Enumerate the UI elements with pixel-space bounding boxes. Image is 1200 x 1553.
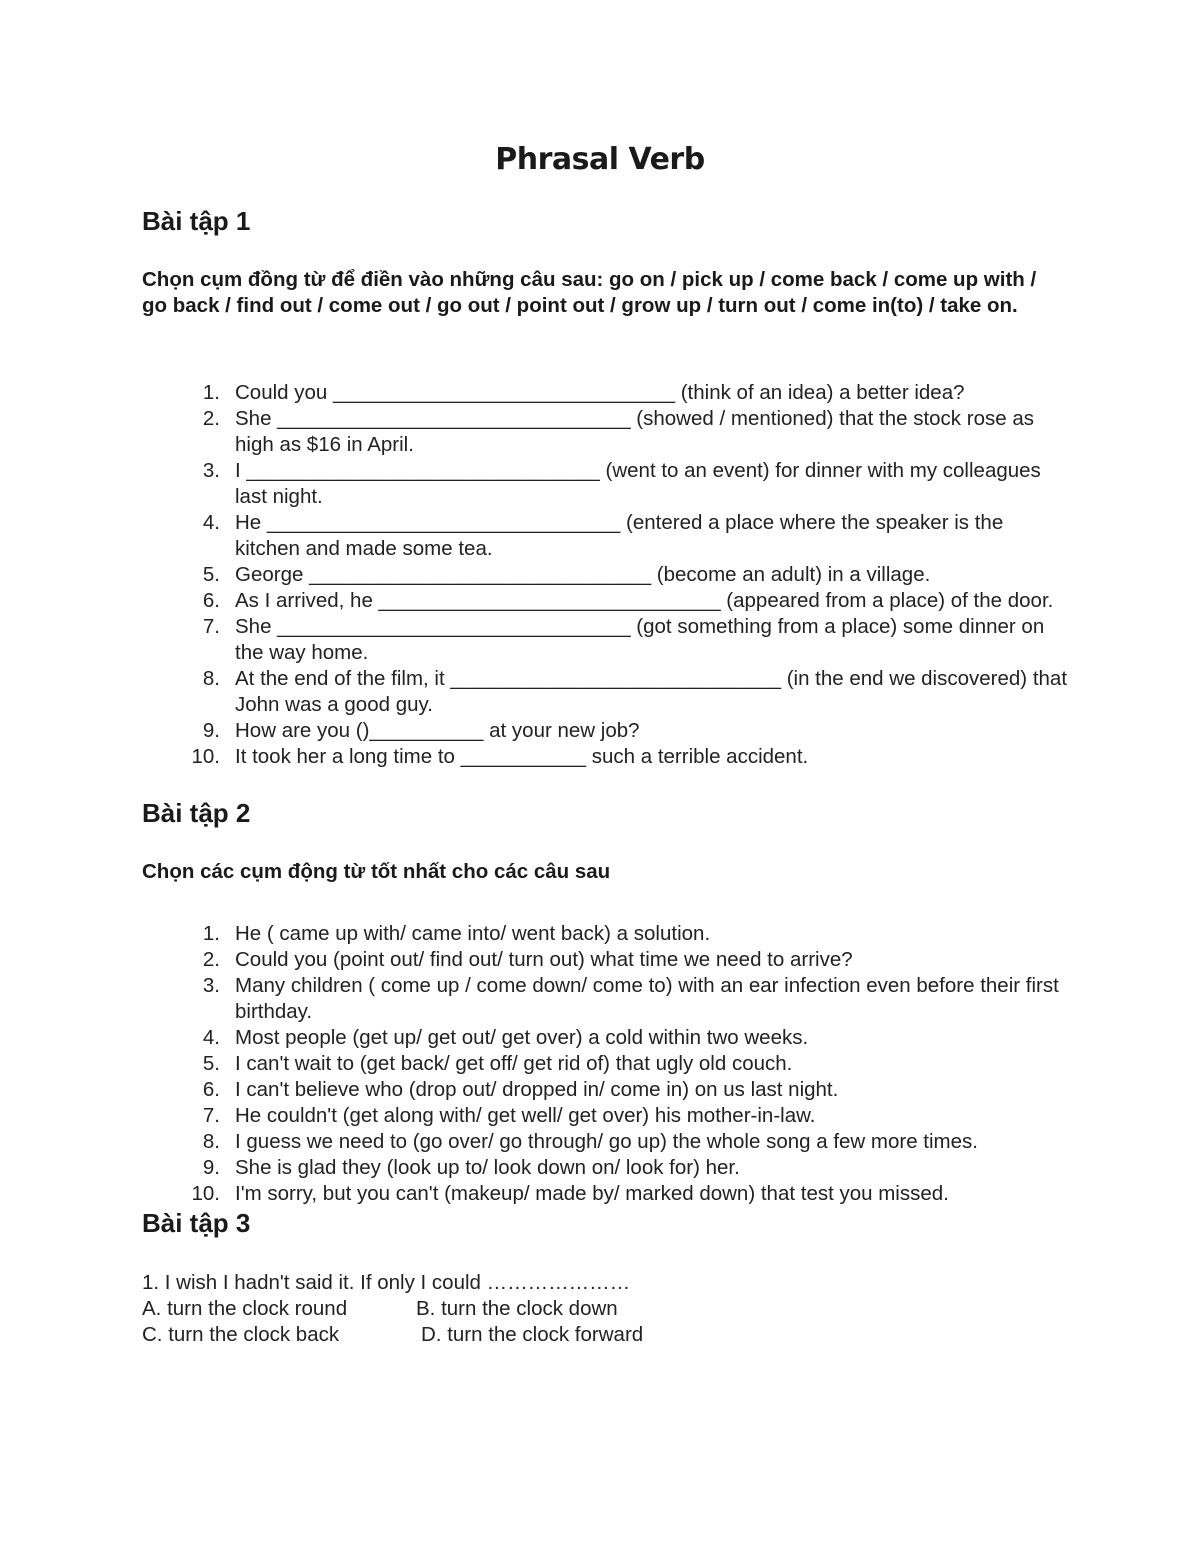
exercise-2-instruction: Chọn các cụm động từ tốt nhất cho các câu sau	[142, 860, 611, 883]
item-number: 4.	[202, 1026, 220, 1049]
list-item	[190, 562, 1070, 588]
option-b: B. turn the clock down	[416, 1297, 618, 1320]
list-item	[190, 458, 1070, 510]
item-number: 10.	[191, 745, 220, 768]
item-number: 2.	[202, 407, 220, 430]
list-item	[190, 666, 1070, 718]
exercise-1-instruction: Chọn cụm đồng từ để điền vào những câu sau: go on / pick up / come back / come up with / go back / find out / come out / go out / point out / grow up / turn out / come in(to) / take on.	[142, 268, 1037, 317]
exercise-1-heading: Bài tập 1	[142, 206, 251, 236]
item-text: She _______________________________ (got something from a place) some dinner on the way home.	[235, 615, 1045, 664]
item-text: I'm sorry, but you can't (makeup/ made by/ marked down) that test you missed.	[235, 1182, 949, 1205]
item-number: 1.	[202, 922, 220, 945]
item-number: 6.	[202, 1078, 220, 1101]
list-item	[190, 1077, 1070, 1103]
exercise-2-heading: Bài tập 2	[142, 798, 251, 828]
item-number: 3.	[202, 459, 220, 482]
item-number: 1.	[202, 381, 220, 404]
item-number: 3.	[202, 974, 220, 997]
item-text: Many children ( come up / come down/ come to) with an ear infection even before their first birthday.	[235, 974, 1059, 1023]
list-item	[190, 744, 1070, 770]
item-text: I can't believe who (drop out/ dropped in/ come in) on us last night.	[235, 1078, 839, 1101]
item-number: 9.	[202, 719, 220, 742]
item-text: How are you ()__________ at your new job?	[235, 719, 640, 742]
item-number: 8.	[202, 667, 220, 690]
item-text: I guess we need to (go over/ go through/ go up) the whole song a few more times.	[235, 1130, 978, 1153]
list-item	[190, 718, 1070, 744]
list-item	[190, 1025, 1070, 1051]
item-text: At the end of the film, it _____________________________ (in the end we discovered) that John was a good guy.	[235, 667, 1068, 716]
item-number: 10.	[191, 1182, 220, 1205]
list-item	[190, 588, 1070, 614]
item-number: 7.	[202, 1104, 220, 1127]
item-text: She is glad they (look up to/ look down on/ look for) her.	[235, 1156, 740, 1179]
exercise-3-heading: Bài tập 3	[142, 1208, 251, 1238]
exercise-3-question: 1. I wish I hadn't said it. If only I could …………………	[142, 1271, 631, 1294]
list-item	[190, 614, 1070, 666]
item-text: Could you (point out/ find out/ turn out) what time we need to arrive?	[235, 948, 853, 971]
document-title: Phrasal Verb	[495, 142, 705, 177]
list-item	[190, 921, 1070, 947]
item-number: 2.	[202, 948, 220, 971]
item-text: I _______________________________ (went to an event) for dinner with my colleagues last night.	[235, 459, 1041, 508]
item-text: It took her a long time to ___________ such a terrible accident.	[235, 745, 809, 768]
item-text: He couldn't (get along with/ get well/ get over) his mother-in-law.	[235, 1104, 816, 1127]
option-d: D. turn the clock forward	[421, 1323, 644, 1346]
exercise-1-list	[190, 380, 1070, 770]
list-item	[190, 1129, 1070, 1155]
option-a: A. turn the clock round	[142, 1297, 348, 1320]
item-text: Most people (get up/ get out/ get over) a cold within two weeks.	[235, 1026, 809, 1049]
item-text: Could you ______________________________ (think of an idea) a better idea?	[235, 381, 965, 404]
item-text: As I arrived, he ______________________________ (appeared from a place) of the door.	[235, 589, 1054, 612]
item-number: 8.	[202, 1130, 220, 1153]
list-item	[190, 380, 1070, 406]
item-number: 6.	[202, 589, 220, 612]
exercise-2-list	[190, 921, 1070, 1207]
item-number: 4.	[202, 511, 220, 534]
item-number: 5.	[202, 563, 220, 586]
option-c: C. turn the clock back	[142, 1323, 340, 1346]
item-text: She _______________________________ (showed / mentioned) that the stock rose as high as $16 in April.	[235, 407, 1034, 456]
list-item	[190, 1181, 1070, 1207]
list-item	[190, 973, 1070, 1025]
item-number: 5.	[202, 1052, 220, 1075]
list-item	[190, 510, 1070, 562]
item-text: I can't wait to (get back/ get off/ get rid of) that ugly old couch.	[235, 1052, 793, 1075]
list-item	[190, 1051, 1070, 1077]
item-text: He ( came up with/ came into/ went back) a solution.	[235, 922, 711, 945]
item-number: 7.	[202, 615, 220, 638]
list-item	[190, 1103, 1070, 1129]
list-item	[190, 1155, 1070, 1181]
list-item	[190, 406, 1070, 458]
item-number: 9.	[202, 1156, 220, 1179]
item-text: George ______________________________ (become an adult) in a village.	[235, 563, 931, 586]
item-text: He _______________________________ (entered a place where the speaker is the kitchen and made some tea.	[235, 511, 1004, 560]
list-item	[190, 947, 1070, 973]
